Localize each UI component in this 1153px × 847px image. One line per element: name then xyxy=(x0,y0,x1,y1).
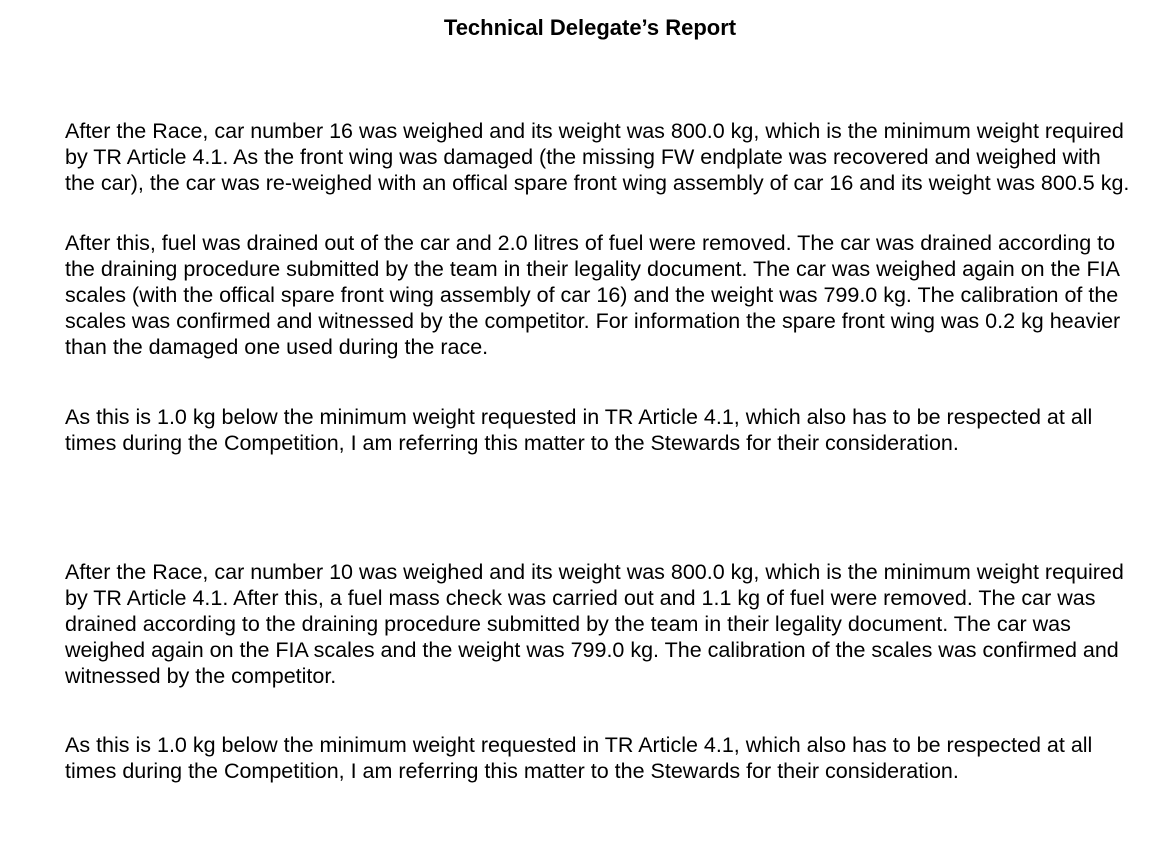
paragraph-car-16-referral: As this is 1.0 kg below the minimum weight requested in TR Article 4.1, which also has to be respected at all times during the Competition, I am referring this matter to the Stewards for their consideration. xyxy=(65,405,1093,455)
document-title: Technical Delegate’s Report xyxy=(443,15,737,40)
paragraph-car-16-weighing: After the Race, car number 16 was weighed and its weight was 800.0 kg, which is the minimum weight required by TR Article 4.1. As the front wing was damaged (the missing FW endplate was recovered and weighed with the car), the car was re-weighed with an offical spare front wing assembly of car 16 and its weight was 800.5 kg. xyxy=(65,119,1130,195)
paragraph-car-16-fuel-drain: After this, fuel was drained out of the car and 2.0 litres of fuel were removed. The car was drained according to the draining procedure submitted by the team in their legality document. The car was weighed again on the FIA scales (with the offical spare front wing assembly of car 16) and the weight was 799.0 kg. The calibration of the scales was confirmed and witnessed by the competitor. For information the spare front wing was 0.2 kg heavier than the damaged one used during the race. xyxy=(65,231,1121,359)
paragraph-car-10-weighing: After the Race, car number 10 was weighed and its weight was 800.0 kg, which is the minimum weight required by TR Article 4.1. After this, a fuel mass check was carried out and 1.1 kg of fuel were removed. The car was drained according to the draining procedure submitted by the team in their legality document. The car was weighed again on the FIA scales and the weight was 799.0 kg. The calibration of the scales was confirmed and witnessed by the competitor. xyxy=(65,560,1124,688)
paragraph-car-10-referral: As this is 1.0 kg below the minimum weight requested in TR Article 4.1, which also has to be respected at all times during the Competition, I am referring this matter to the Stewards for their consideration. xyxy=(65,733,1093,783)
